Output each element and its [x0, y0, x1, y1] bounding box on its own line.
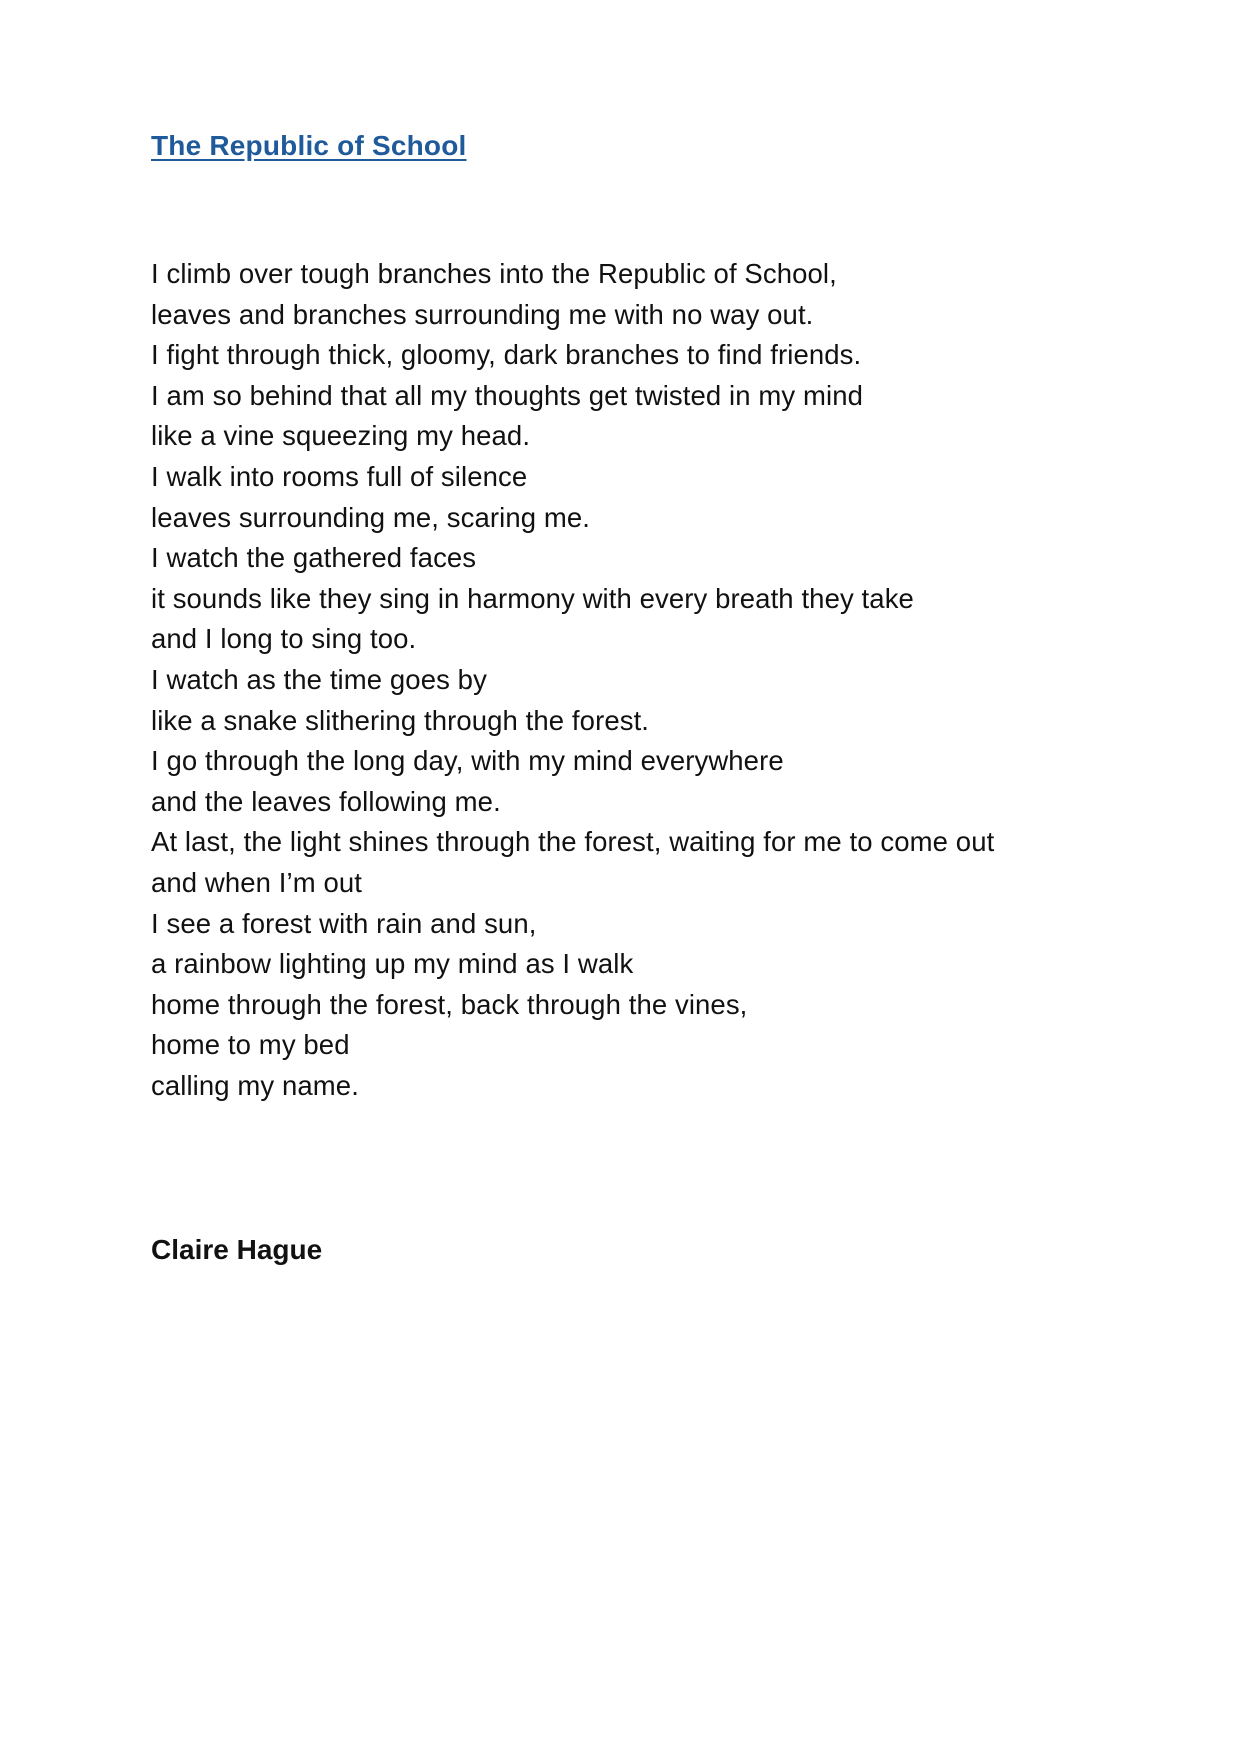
author-name: Claire Hague	[151, 1234, 323, 1265]
poem-line: I go through the long day, with my mind everywhere	[151, 745, 784, 777]
poem-line: a rainbow lighting up my mind as I walk	[151, 948, 634, 980]
poem-line: I am so behind that all my thoughts get twisted in my mind	[151, 379, 863, 411]
poem-line: I fight through thick, gloomy, dark branches to find friends.	[151, 339, 862, 371]
poem-title: The Republic of School	[151, 130, 467, 161]
poem-line: like a snake slithering through the forest.	[151, 704, 650, 736]
poem-line: and I long to sing too.	[151, 623, 417, 655]
poem-line: calling my name.	[151, 1069, 359, 1101]
poem-line: it sounds like they sing in harmony with every breath they take	[151, 582, 914, 614]
poem-line: and when I’m out	[151, 866, 363, 898]
poem-line: leaves surrounding me, scaring me.	[151, 501, 591, 533]
poem-line: like a vine squeezing my head.	[151, 420, 531, 452]
poem-line: I see a forest with rain and sun,	[151, 907, 537, 939]
poem-line: and the leaves following me.	[151, 785, 501, 817]
poem-line: I walk into rooms full of silence	[151, 460, 528, 492]
poem-body	[151, 254, 1191, 1106]
poem-line: I watch the gathered faces	[151, 542, 477, 574]
poem-line: I climb over tough branches into the Republic of School,	[151, 258, 837, 289]
poem-line: leaves and branches surrounding me with no way out.	[151, 298, 814, 330]
poem-line: home through the forest, back through the vines,	[151, 988, 748, 1020]
poem-line: At last, the light shines through the forest, waiting for me to come out	[151, 826, 995, 858]
poem-line: home to my bed	[151, 1029, 350, 1061]
poem-line: I watch as the time goes by	[151, 663, 487, 695]
